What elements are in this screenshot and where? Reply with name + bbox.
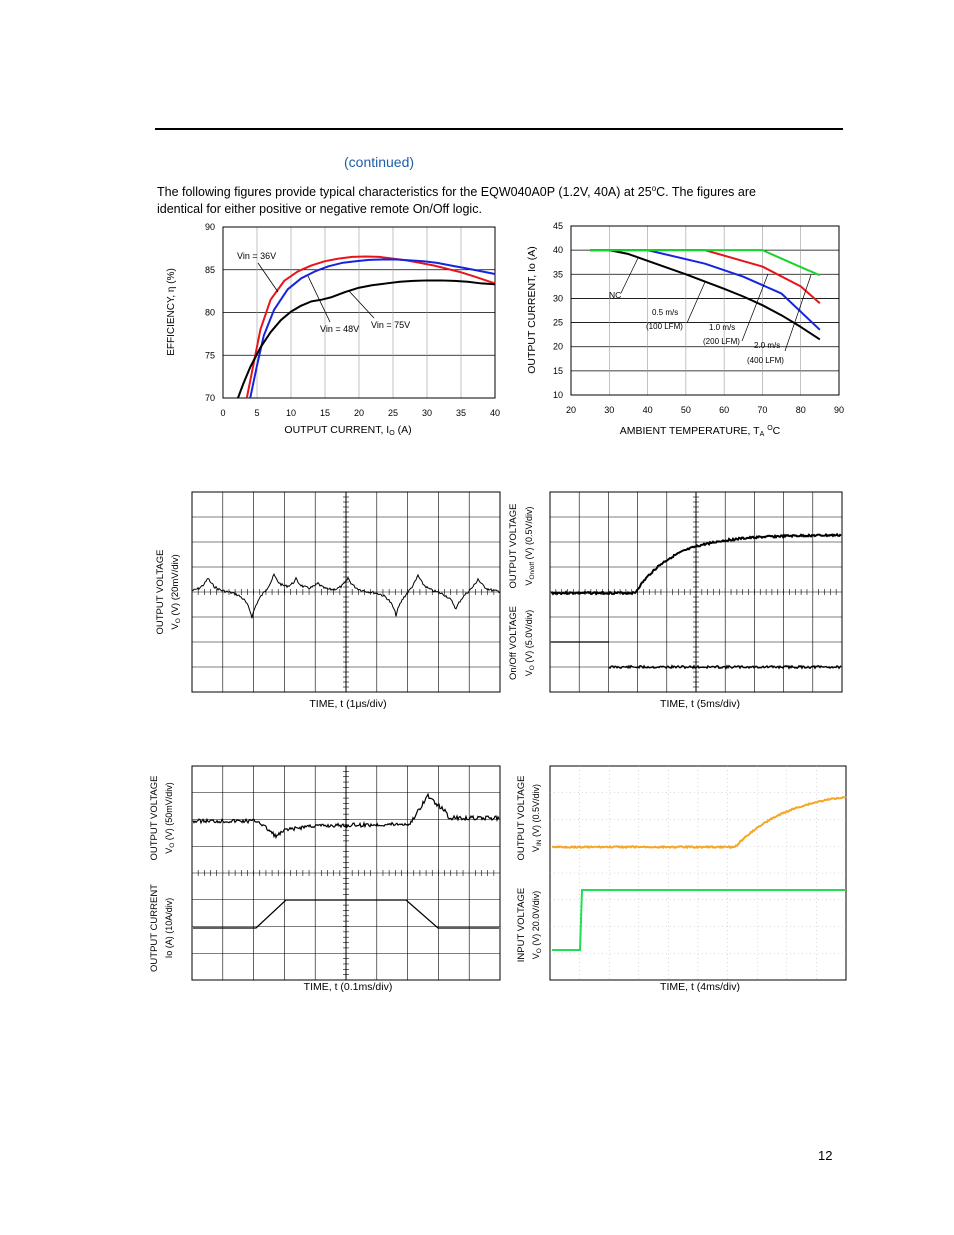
y-axis-label-2 <box>170 554 182 629</box>
series-line-2 <box>238 280 495 398</box>
y-axis-label-1 <box>155 550 166 635</box>
y-tick-label: 40 <box>552 245 563 256</box>
x-tick-label: 50 <box>680 405 691 415</box>
y-axis-label-top-part0: OUTPUT VOLTAGE <box>516 775 527 861</box>
x-tick-label: 20 <box>353 408 365 418</box>
annotation-leader <box>742 274 768 341</box>
y-axis-label-top-part0: OUTPUT VOLTAGE <box>149 775 160 861</box>
y-axis-label-2-sub: O <box>175 618 182 624</box>
annotation-leader <box>258 263 278 292</box>
x-tick-label: 40 <box>642 405 653 415</box>
x-tick-label: 10 <box>285 408 297 418</box>
x-tick-label: 90 <box>833 405 845 415</box>
annotation-leader <box>785 275 811 351</box>
annotation-100lfm: (100 LFM) <box>646 322 683 331</box>
y-tick-label: 45 <box>552 221 563 231</box>
y-tick-label: 70 <box>204 393 215 403</box>
y-axis-label-bottom-part0: INPUT VOLTAGE <box>516 887 527 963</box>
x-tick-label: 30 <box>421 408 433 418</box>
y-axis-label-top2-sub: O <box>169 842 176 848</box>
x-tick-label: 80 <box>795 405 806 415</box>
y-axis-label-bottom2-sub: O <box>529 665 536 671</box>
y-axis-label-bottom-part0: On/Off VOLTAGE <box>508 606 519 680</box>
intro-degree-sup: o <box>651 184 657 193</box>
input-startup-scope-chart <box>510 760 855 1000</box>
y-axis-label-top <box>508 504 519 589</box>
y-tick-label: 35 <box>552 269 563 280</box>
y-axis-label-top2-sub: On/off <box>529 561 536 580</box>
y-axis-label-top2-part2: (V) (0.5V/div) <box>531 783 541 840</box>
y-axis-label-top2 <box>531 784 543 852</box>
annotation-200lfm: (200 LFM) <box>703 337 740 346</box>
annotation-20ms: 2.0 m/s <box>754 341 781 350</box>
intro-paragraph <box>157 180 837 218</box>
y-axis-label-top <box>516 776 527 861</box>
x-tick-label: 35 <box>455 408 467 418</box>
x-tick-label: 20 <box>565 405 577 415</box>
annotation-leader <box>687 282 705 323</box>
y-axis-label-bottom2 <box>531 891 543 960</box>
x-axis-label: TIME, t (5ms/div) <box>660 698 740 710</box>
y-axis-label-1-part0: OUTPUT VOLTAGE <box>155 549 166 635</box>
y-tick-label: 10 <box>552 390 563 400</box>
y-axis-label-bottom <box>508 606 519 680</box>
derating-chart <box>515 215 855 445</box>
y-axis-label-bottom <box>149 884 160 972</box>
x-axis-label <box>620 425 781 438</box>
x-tick-label: 40 <box>489 408 501 418</box>
transient-scope-chart <box>148 760 508 1000</box>
x-axis-label-tail: C <box>772 425 781 437</box>
x-axis-label-sub: A <box>759 431 765 438</box>
y-axis-label-2-part2: (V) (20mV/div) <box>170 554 181 619</box>
y-axis-label-top2 <box>524 506 536 585</box>
y-axis-label-top2-part2: (V) (50mV/div) <box>164 782 174 843</box>
y-axis-label-bottom2-sub: O <box>536 948 543 954</box>
onoff-startup-scope-chart <box>505 488 850 718</box>
x-axis-label-sub: O <box>389 430 395 437</box>
y-axis-label-top2-part0: V <box>531 846 541 853</box>
x-axis-label: TIME, t (4ms/div) <box>660 981 740 993</box>
annotation-leader <box>621 258 638 293</box>
y-axis-label-top <box>149 776 160 861</box>
series-line-2 <box>590 250 820 303</box>
y-tick-label: 30 <box>552 293 563 304</box>
x-tick-label: 60 <box>719 405 730 415</box>
x-tick-label: 25 <box>387 408 399 418</box>
y-axis-label-top2-part0: V <box>524 579 534 586</box>
intro-line2: identical for either positive or negative remote On/Off logic. <box>157 202 482 217</box>
x-axis-label-sup: O <box>767 425 773 432</box>
x-axis-label: TIME, t (0.1ms/div) <box>303 981 393 993</box>
intro-line1-end: C. The figures are <box>656 185 756 200</box>
x-axis-label-end: (A) <box>394 424 412 436</box>
section-continued: (continued) <box>344 154 415 170</box>
x-axis-label-main: OUTPUT CURRENT, I <box>284 424 390 436</box>
annotation-400lfm: (400 LFM) <box>747 356 784 365</box>
annotation-vin36: Vin = 36V <box>237 251 277 261</box>
x-axis-label <box>284 424 411 437</box>
annotation-leader <box>349 291 374 318</box>
y-axis-label-bottom2-part0: V <box>531 953 541 960</box>
x-tick-label: 0 <box>220 408 226 418</box>
y-axis-label-2-part0: V <box>170 623 181 630</box>
y-axis-label-top2-sub: IN <box>536 839 543 846</box>
y-tick-label: 25 <box>552 317 563 328</box>
y-tick-label: 80 <box>204 307 215 318</box>
annotation-nc: NC <box>609 290 622 300</box>
y-axis-label-top2 <box>164 782 176 854</box>
x-axis-label: TIME, t (1μs/div) <box>309 698 387 710</box>
x-tick-label: 15 <box>319 408 331 418</box>
y-tick-label: 90 <box>204 222 215 232</box>
efficiency-chart <box>150 215 520 445</box>
y-axis-label-top-part0: OUTPUT VOLTAGE <box>508 503 519 589</box>
annotation-05ms: 0.5 m/s <box>652 308 679 317</box>
intro-line1: The following figures provide typical characteristics for the EQW040A0P (1.2V, 40A) at 25 <box>157 185 652 200</box>
page-number: 12 <box>818 1148 833 1163</box>
annotation-vin48: Vin = 48V <box>320 324 360 334</box>
y-axis-label-bottom2-part0: V <box>524 670 534 677</box>
header-rule <box>155 128 843 130</box>
ripple-scope-chart <box>150 488 510 718</box>
y-tick-label: 20 <box>552 341 563 352</box>
y-axis-label-bottom2-part2: (V) (5.0V/div) <box>524 609 534 666</box>
y-axis-label-bottom <box>516 888 527 962</box>
x-tick-label: 70 <box>757 405 768 415</box>
x-tick-label: 5 <box>254 408 260 418</box>
y-tick-label: 75 <box>204 350 215 361</box>
y-axis-label-bottom-part0: OUTPUT CURRENT <box>149 884 160 972</box>
x-axis-label-main: AMBIENT TEMPERATURE, T <box>619 425 760 437</box>
y-axis-label-bottom2: Io (A) (10A/div) <box>164 897 174 959</box>
annotation-vin75: Vin = 75V <box>371 320 411 330</box>
y-tick-label: 15 <box>552 365 563 376</box>
y-axis-label: OUTPUT CURRENT, Io (A) <box>526 246 538 374</box>
y-axis-label: EFFICIENCY, η (%) <box>166 268 177 356</box>
x-tick-label: 30 <box>604 405 615 415</box>
y-axis-label-bottom2 <box>524 610 536 677</box>
annotation-10ms: 1.0 m/s <box>709 323 736 332</box>
y-axis-label-top2-part2: (V) (0.5V/div) <box>524 506 534 562</box>
y-tick-label: 85 <box>204 264 215 275</box>
y-axis-label-bottom2-part2: (V) 20.0V/div) <box>531 890 541 949</box>
y-axis-label-top2-part0: V <box>164 847 174 854</box>
